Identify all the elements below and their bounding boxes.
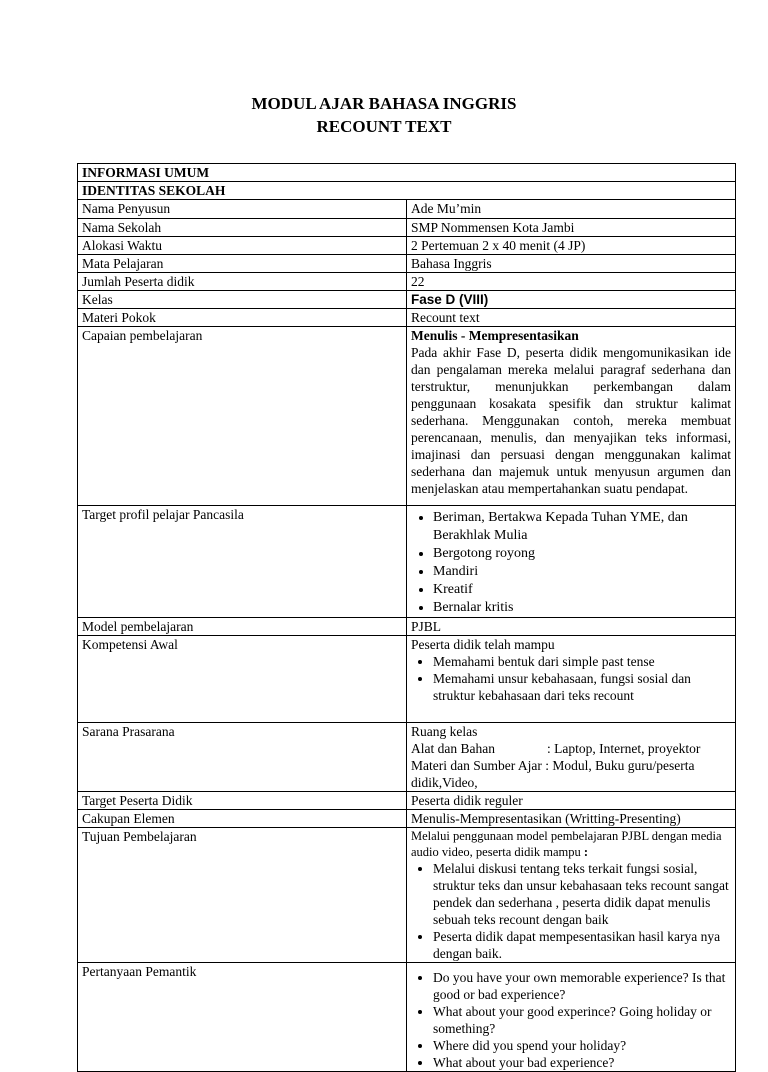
row-value: Recount text (407, 309, 736, 327)
sarana-line-1: Ruang kelas (411, 724, 478, 739)
row-label: Cakupan Elemen (78, 810, 407, 828)
document-subtitle: RECOUNT TEXT (316, 117, 452, 136)
pertanyaan-list (411, 969, 731, 1071)
table-row (78, 636, 736, 723)
table-row (78, 723, 736, 792)
tujuan-list (411, 860, 731, 962)
tujuan-intro (411, 828, 731, 860)
profil-list (411, 509, 731, 617)
sarana-alat-value: : Laptop, Internet, proyektor (547, 741, 701, 756)
list-item: • Memahami bentuk dari simple past tense (433, 653, 731, 670)
row-value: Fase D (VIII) (407, 291, 736, 309)
section-header-row (78, 182, 736, 200)
tujuan-intro-colon: : (580, 845, 589, 859)
row-label: Model pembelajaran (78, 618, 407, 636)
sarana-line-2 (411, 740, 731, 757)
table-row (78, 828, 736, 963)
kompetensi-intro: Peserta didik telah mampu (411, 637, 555, 652)
table-row (78, 309, 736, 327)
kompetensi-list (411, 653, 731, 704)
row-value: PJBL (407, 618, 736, 636)
module-table (77, 163, 736, 1072)
row-label: Tujuan Pembelajaran (78, 828, 407, 963)
row-value-capaian (407, 327, 736, 506)
row-label: Materi Pokok (78, 309, 407, 327)
list-item: • What about your good experince? Going holiday or something? (433, 1003, 731, 1037)
table-row (78, 327, 736, 506)
table-row (78, 273, 736, 291)
row-label: Target Peserta Didik (78, 792, 407, 810)
list-item: • Melalui diskusi tentang teks terkait fungsi sosial, struktur teks dan unsur kebahasaan teks recount sangat pendek dan sederhana , peserta didik dapat menulis sebuah teks recount dengan baik (433, 860, 731, 928)
row-value: Bahasa Inggris (407, 255, 736, 273)
row-value: 22 (407, 273, 736, 291)
row-value: Peserta didik reguler (407, 792, 736, 810)
document-title: MODUL AJAR BAHASA INGGRIS (251, 94, 517, 113)
table-row (78, 255, 736, 273)
capaian-paragraph: Pada akhir Fase D, peserta didik mengomunikasikan ide dan pengalaman mereka melalui paragraf sederhana dan terstruktur, menunjukkan perkembangan dalam penggunaan kosakata spesifik dan struktur kalimat sederhana. Menggunakan contoh, mereka membuat perencanaan, menulis, dan menyajikan teks informasi, imajinasi dan persuasi dengan menggunakan kalimat sederhana dan majemuk untuk menyusun argumen dan menjelaskan atau mempertahankan suatu pendapat. (411, 345, 731, 496)
table-row (78, 963, 736, 1072)
list-item: • Peserta didik dapat mempesentasikan hasil karya nya dengan baik. (433, 928, 731, 962)
list-item: • Do you have your own memorable experience? Is that good or bad experience? (433, 969, 731, 1003)
row-value-sarana (407, 723, 736, 792)
table-row (78, 291, 736, 309)
row-value: Ade Mu’min (407, 200, 736, 219)
tujuan-intro-text: Melalui penggunaan model pembelajaran PJBL dengan media audio video, peserta didik mampu (411, 829, 722, 859)
table-row (78, 237, 736, 255)
row-label: Alokasi Waktu (78, 237, 407, 255)
section-identitas-sekolah: IDENTITAS SEKOLAH (78, 182, 736, 200)
row-label: Kelas (78, 291, 407, 309)
row-value-profil (407, 506, 736, 618)
row-value: 2 Pertemuan 2 x 40 menit (4 JP) (407, 237, 736, 255)
row-label: Sarana Prasarana (78, 723, 407, 792)
list-item: • What about your bad experience? (433, 1054, 731, 1071)
row-value-pertanyaan (407, 963, 736, 1072)
row-label: Nama Penyusun (78, 200, 407, 219)
row-label: Jumlah Peserta didik (78, 273, 407, 291)
table-row (78, 200, 736, 219)
sarana-line-3: Materi dan Sumber Ajar : Modul, Buku guru/peserta didik,Video, (411, 758, 695, 790)
list-item: • Memahami unsur kebahasaan, fungsi sosial dan struktur kebahasaan dari teks recount (433, 670, 731, 704)
list-item: • Bergotong royong (433, 545, 731, 563)
section-header-row (78, 164, 736, 182)
row-value-tujuan (407, 828, 736, 963)
table-row (78, 618, 736, 636)
list-item: • Kreatif (433, 581, 731, 599)
list-item: • Bernalar kritis (433, 599, 731, 617)
sarana-alat-label: Alat dan Bahan (411, 741, 495, 756)
list-item: • Mandiri (433, 563, 731, 581)
row-label: Nama Sekolah (78, 219, 407, 237)
row-label: Capaian pembelajaran (78, 327, 407, 506)
table-row (78, 810, 736, 828)
row-label: Target profil pelajar Pancasila (78, 506, 407, 618)
row-value-kompetensi (407, 636, 736, 723)
table-row (78, 219, 736, 237)
row-label: Kompetensi Awal (78, 636, 407, 723)
list-item: • Beriman, Bertakwa Kepada Tuhan YME, dan Berakhlak Mulia (433, 509, 731, 545)
table-row (78, 506, 736, 618)
list-item: • Where did you spend your holiday? (433, 1037, 731, 1054)
table-row (78, 792, 736, 810)
capaian-heading: Menulis - Mempresentasikan (411, 328, 579, 343)
section-informasi-umum: INFORMASI UMUM (78, 164, 736, 182)
row-label: Mata Pelajaran (78, 255, 407, 273)
row-value: SMP Nommensen Kota Jambi (407, 219, 736, 237)
row-label: Pertanyaan Pemantik (78, 963, 407, 1072)
row-value: Menulis-Mempresentasikan (Writting-Presenting) (407, 810, 736, 828)
